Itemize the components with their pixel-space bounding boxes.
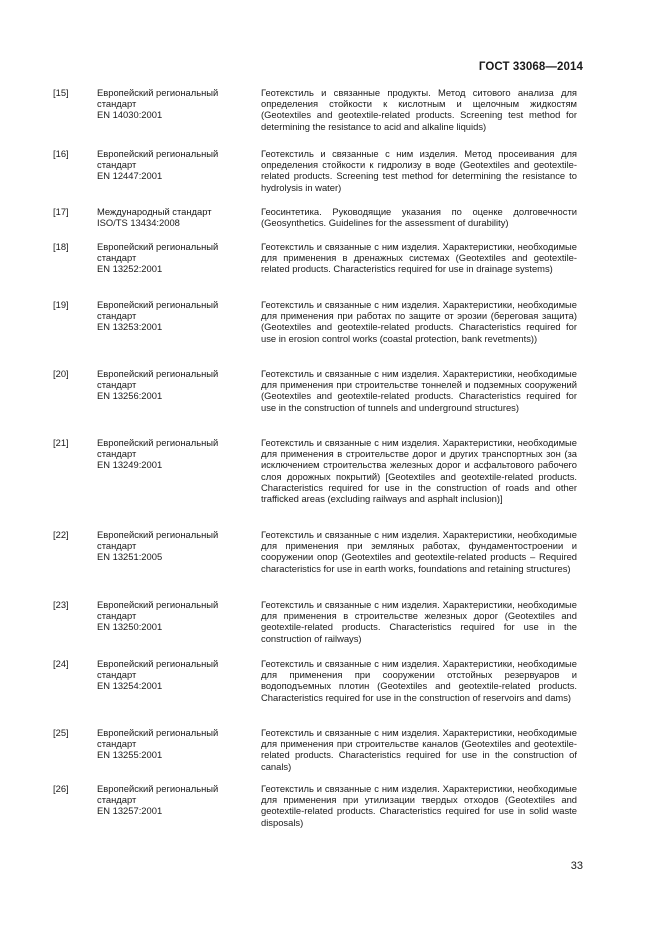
reference-number: [15] (53, 87, 69, 98)
source-type: Международный стандарт (97, 206, 212, 217)
reference-entry (53, 148, 577, 206)
reference-source (97, 368, 261, 437)
source-code: EN 13255:2001 (97, 749, 163, 761)
reference-entry (53, 437, 577, 529)
reference-description: Геотекстиль и связанные с ним изделия. Характеристики, необходимые для применения при сооружении отстойных резервуаров и водоподъемных плотин (Geotextiles and geotextile-related products. Characteristics required for use in the construction of reservoirs and dams) (261, 658, 577, 703)
reference-number: [25] (53, 727, 69, 738)
reference-description: Геотекстиль и связанные с ним изделия. Характеристики, необходимые для применения в строительстве дорог и других транспортных зон (за исключением строительства железных дорог и асфальтового рабочего слоя дорожных покрытий) [Geotextiles and geotextile-related products. Characteristics required for use in the construction of roads and other trafficked areas (excluding railways and asphalt inclusion)] (261, 437, 577, 505)
reference-entry (53, 206, 577, 241)
reference-number: [24] (53, 658, 69, 669)
reference-description: Геотекстиль и связанные с ним изделия. Метод просеивания для определения стойкости к гидролизу в воде (Geotextiles and geotextile-related products. Screening test method for determining the resistance to hydrolysis in water) (261, 148, 577, 193)
source-type: Европейский региональный (97, 299, 219, 310)
reference-entry (53, 599, 577, 658)
reference-description: Геотекстиль и связанные с ним изделия. Характеристики, необходимые для применения в дренажных системах (Geotextiles and geotextile-related products. Characteristics required for use in drainage systems) (261, 241, 577, 275)
reference-entry (53, 299, 577, 368)
reference-entry (53, 87, 577, 148)
source-code: EN 13249:2001 (97, 459, 163, 471)
reference-source (97, 241, 261, 299)
source-type: Европейский региональный (97, 658, 219, 669)
source-type: Европейский региональный (97, 87, 219, 98)
source-word: стандарт (97, 794, 137, 806)
reference-description: Геотекстиль и связанные с ним изделия. Характеристики, необходимые для применения при утилизации твердых отходов (Geotextiles and geotextile-related products. Characteristics required for use in solid waste disposals) (261, 783, 577, 828)
source-type: Европейский региональный (97, 148, 219, 159)
source-code: EN 13251:2005 (97, 551, 163, 563)
reference-entry (53, 368, 577, 437)
reference-entry (53, 658, 577, 727)
source-word: стандарт (97, 310, 137, 322)
reference-number: [22] (53, 529, 69, 540)
source-type: Европейский региональный (97, 529, 219, 540)
reference-list (53, 87, 577, 833)
source-code: EN 13257:2001 (97, 805, 163, 817)
reference-source (97, 599, 261, 658)
reference-source (97, 529, 261, 599)
reference-source (97, 148, 261, 206)
reference-source (97, 299, 261, 368)
source-code: EN 14030:2001 (97, 109, 163, 121)
source-type: Европейский региональный (97, 783, 219, 794)
source-code: ISO/TS 13434:2008 (97, 217, 180, 229)
reference-description: Геотекстиль и связанные продукты. Метод ситового анализа для определения стойкости к кислотным и щелочным жидкостям (Geotextiles and geotextile-related products. Screening test method for determining the resistance to acid and alkaline liquids) (261, 87, 577, 132)
source-type: Европейский региональный (97, 599, 219, 610)
reference-number: [16] (53, 148, 69, 159)
source-type: Европейский региональный (97, 437, 219, 448)
reference-description: Геотекстиль и связанные с ним изделия. Характеристики, необходимые для применения при работах по защите от эрозии (береговая защита) (Geotextiles and geotextile-related products. Characteristics required for use in erosion control works (coastal protection, bank revetments)) (261, 299, 577, 344)
reference-entry (53, 529, 577, 599)
source-word: стандарт (97, 540, 137, 552)
reference-entry (53, 727, 577, 783)
reference-entry (53, 783, 577, 833)
source-code: EN 12447:2001 (97, 170, 163, 182)
reference-number: [18] (53, 241, 69, 252)
source-word: стандарт (97, 252, 137, 264)
page-number: 33 (570, 860, 583, 872)
source-word: стандарт (97, 448, 137, 460)
reference-description: Геотекстиль и связанные с ним изделия. Характеристики, необходимые для применения при земляных работах, фундаментостроении и сооружении опор (Geotextiles and geotextile-related products – Required characteristics for use in earth works, foundations and retaining structures) (261, 529, 577, 574)
reference-source (97, 87, 261, 148)
source-type: Европейский региональный (97, 241, 219, 252)
reference-number: [23] (53, 599, 69, 610)
reference-source (97, 727, 261, 783)
reference-description: Геотекстиль и связанные с ним изделия. Характеристики, необходимые для применения при строительстве тоннелей и подземных сооружений (Geotextiles and geotextile-related products. Characteristics required for use in the construction of tunnels and underground structures) (261, 368, 577, 413)
reference-number: [26] (53, 783, 69, 794)
source-code: EN 13250:2001 (97, 621, 163, 633)
source-word: стандарт (97, 379, 137, 391)
reference-description: Геотекстиль и связанные с ним изделия. Характеристики, необходимые для применения при строительстве каналов (Geotextiles and geotextile-related products. Characteristics required for use in the construction of canals) (261, 727, 577, 772)
reference-entry (53, 241, 577, 299)
reference-source (97, 783, 261, 833)
reference-number: [17] (53, 206, 69, 217)
reference-description: Геосинтетика. Руководящие указания по оценке долговечности (Geosynthetics. Guidelines for the assessment of durability) (261, 206, 577, 229)
source-word: стандарт (97, 159, 137, 171)
reference-number: [19] (53, 299, 69, 310)
source-code: EN 13254:2001 (97, 680, 163, 692)
source-code: EN 13253:2001 (97, 321, 163, 333)
source-word: стандарт (97, 610, 137, 622)
source-word: стандарт (97, 669, 137, 681)
reference-source (97, 206, 261, 241)
reference-number: [21] (53, 437, 69, 448)
source-code: EN 13256:2001 (97, 390, 163, 402)
reference-source (97, 437, 261, 529)
source-word: стандарт (97, 98, 137, 110)
reference-number: [20] (53, 368, 69, 379)
source-type: Европейский региональный (97, 727, 219, 738)
source-type: Европейский региональный (97, 368, 219, 379)
reference-description: Геотекстиль и связанные с ним изделия. Характеристики, необходимые для применения в строительстве железных дорог (Geotextiles and geotextile-related products. Characteristics required for use in the construction of railways) (261, 599, 577, 644)
standard-header: ГОСТ 33068—2014 (478, 61, 583, 73)
reference-source (97, 658, 261, 727)
source-code: EN 13252:2001 (97, 263, 163, 275)
source-word: стандарт (97, 738, 137, 750)
